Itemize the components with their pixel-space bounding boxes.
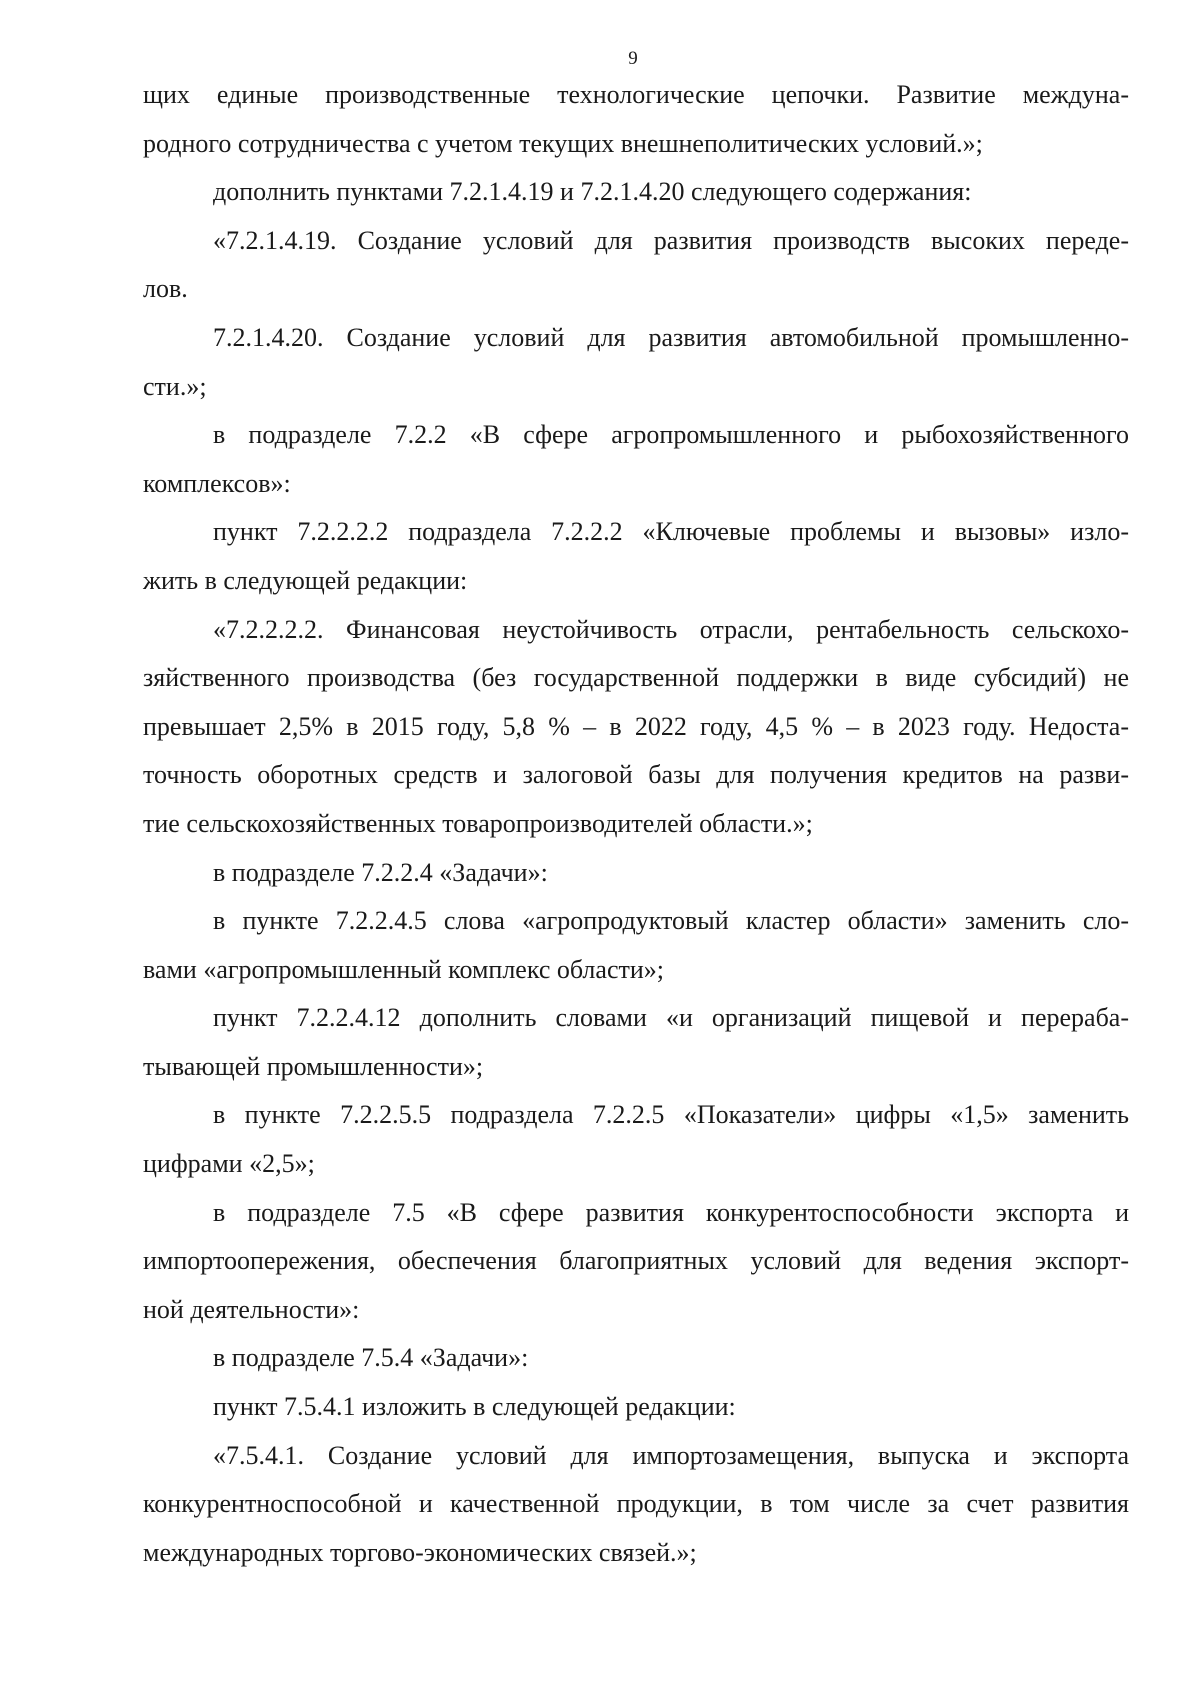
text-line: превышает 2,5% в 2015 году, 5,8 % – в 2022 году, 4,5 % – в 2023 году. Недоста- [143,711,1129,741]
text-line: в подразделе 7.5 «В сфере развития конкурентоспособности экспорта и [213,1197,1129,1227]
text-line: импортоопережения, обеспечения благоприятных условий для ведения экспорт- [143,1246,1129,1276]
text-line: пункт 7.2.2.2.2 подраздела 7.2.2.2 «Ключевые проблемы и вызовы» изло- [213,517,1129,547]
text-line: тие сельскохозяйственных товаропроизводителей области.»; [143,808,813,838]
text-line: международных торгово-экономических связей.»; [143,1537,697,1567]
text-line: дополнить пунктами 7.2.1.4.19 и 7.2.1.4.20 следующего содержания: [213,177,972,207]
page-number: 9 [628,48,638,69]
text-line: щих единые производственные технологические цепочки. Развитие междуна- [143,80,1129,109]
text-line: зяйственного производства (без государственной поддержки в виде субсидий) не [143,663,1129,693]
text-line: тывающей промышленности»; [143,1051,484,1081]
text-line: комплексов»: [143,468,291,498]
text-line: лов. [143,274,188,304]
text-line: ной деятельности»: [143,1294,360,1324]
text-line: 7.2.1.4.20. Создание условий для развития автомобильной промышленно- [213,322,1129,352]
text-line: в пункте 7.2.2.4.5 слова «агропродуктовый кластер области» заменить сло- [213,906,1129,936]
text-line: точность оборотных средств и залоговой базы для получения кредитов на разви- [143,760,1129,790]
text-line: пункт 7.2.2.4.12 дополнить словами «и организаций пищевой и перераба- [213,1003,1129,1033]
text-line: «7.2.1.4.19. Создание условий для развития производств высоких переде- [213,225,1129,255]
text-line: конкурентноспособной и качественной продукции, в том числе за счет развития [143,1489,1129,1519]
text-line: в подразделе 7.2.2.4 «Задачи»: [213,857,548,887]
text-line: сти.»; [143,371,207,401]
text-line: «7.5.4.1. Создание условий для импортозамещения, выпуска и экспорта [213,1440,1129,1470]
text-line: «7.2.2.2.2. Финансовая неустойчивость отрасли, рентабельность сельскохо- [213,614,1129,644]
text-line: цифрами «2,5»; [143,1149,315,1179]
body-text [143,71,1129,1577]
text-line: родного сотрудничества с учетом текущих внешнеполитических условий.»; [143,128,983,158]
text-line: в подразделе 7.2.2 «В сфере агропромышленного и рыбохозяйственного [213,420,1129,450]
text-line: вами «агропромышленный комплекс области»; [143,954,664,984]
text-line: пункт 7.5.4.1 изложить в следующей редакции: [213,1392,736,1422]
text-line: в пункте 7.2.2.5.5 подраздела 7.2.2.5 «Показатели» цифры «1,5» заменить [213,1100,1129,1130]
text-line: в подразделе 7.5.4 «Задачи»: [213,1343,529,1373]
text-line: жить в следующей редакции: [143,565,468,595]
